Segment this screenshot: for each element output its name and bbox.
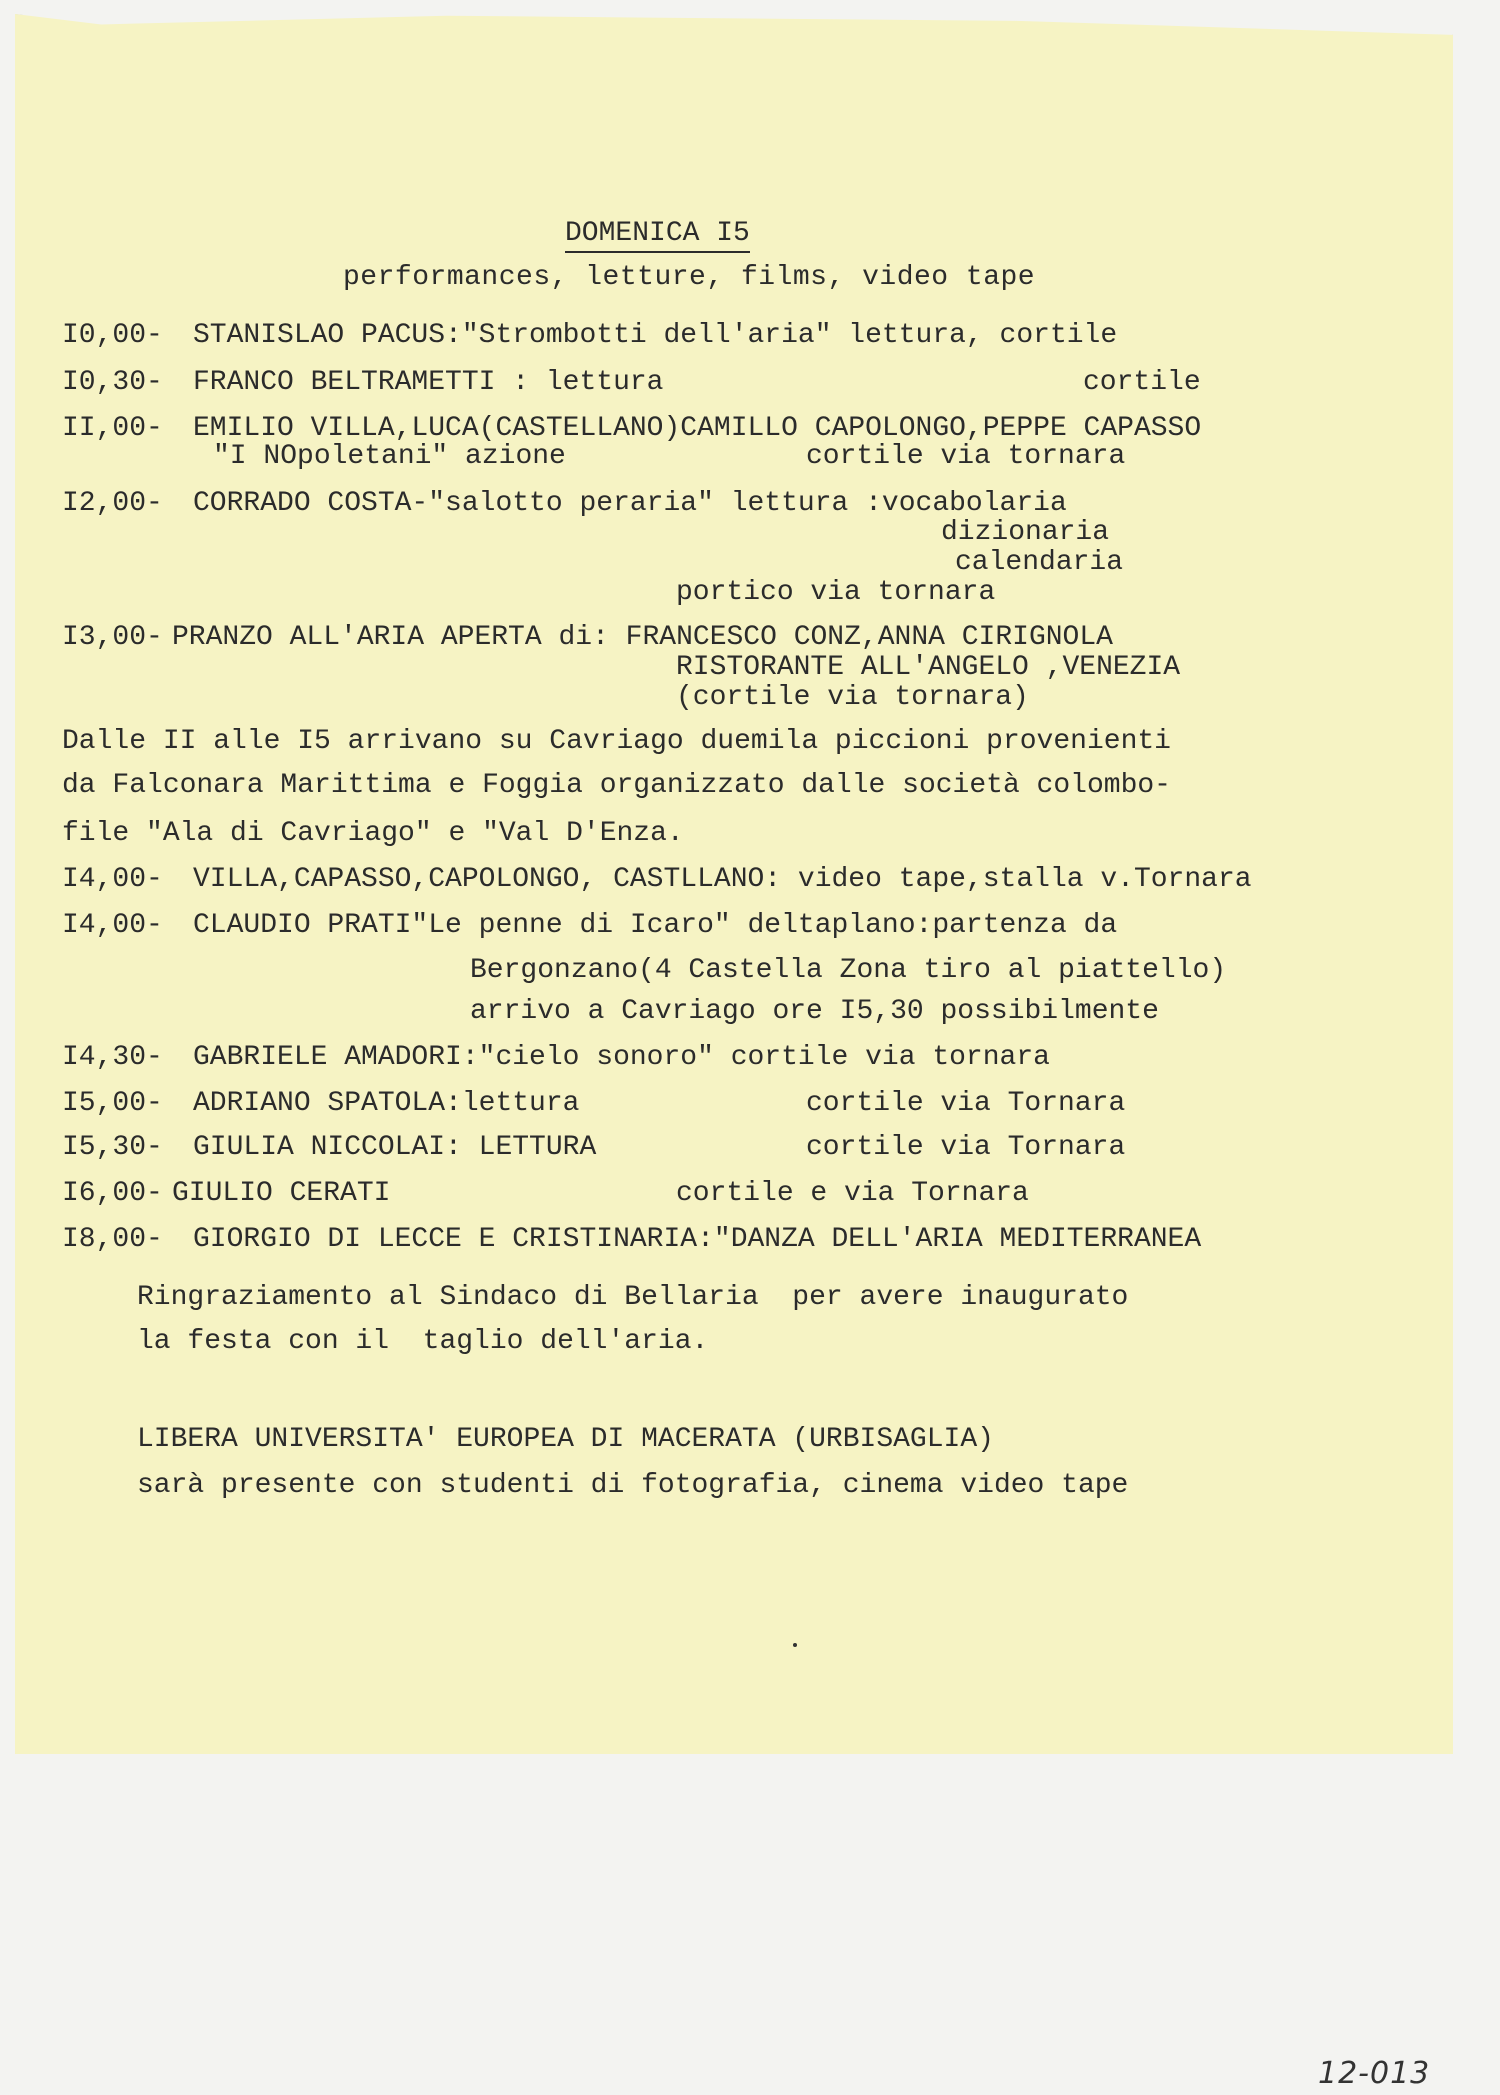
schedule-time-5: I3,00- <box>62 622 163 653</box>
schedule-text-6: VILLA,CAPASSO,CAPOLONGO, CASTLLANO: video tape,stalla v.Tornara <box>193 864 1252 895</box>
schedule-time-3: II,00- <box>62 413 163 444</box>
schedule-text-5b: RISTORANTE ALL'ANGELO ,VENEZIA <box>676 652 1181 683</box>
schedule-text-2: FRANCO BELTRAMETTI : lettura <box>193 367 664 398</box>
schedule-time-11: I6,00- <box>62 1178 163 1209</box>
thanks-line-1: Ringraziamento al Sindaco di Bellaria per avere inaugurato <box>137 1282 1129 1313</box>
page-subtitle: performances, letture, films, video tape <box>343 262 1036 293</box>
schedule-time-4: I2,00- <box>62 488 163 519</box>
page-title: DOMENICA I5 <box>565 218 750 253</box>
schedule-time-7: I4,00- <box>62 910 163 941</box>
schedule-text-7c: arrivo a Cavriago ore I5,30 possibilmente <box>470 996 1159 1027</box>
schedule-place-9: cortile via Tornara <box>806 1088 1126 1119</box>
schedule-place-3: cortile via tornara <box>806 441 1126 472</box>
schedule-time-2: I0,30- <box>62 367 163 398</box>
schedule-text-5: PRANZO ALL'ARIA APERTA di: FRANCESCO CONZ,ANNA CIRIGNOLA <box>172 622 1113 653</box>
schedule-text-4b: dizionaria <box>941 517 1110 548</box>
ink-speck <box>793 1643 797 1647</box>
schedule-time-8: I4,30- <box>62 1042 163 1073</box>
schedule-place-4: portico via tornara <box>676 577 996 608</box>
schedule-time-12: I8,00- <box>62 1224 163 1255</box>
schedule-text-7: CLAUDIO PRATI"Le penne di Icaro" deltaplano:partenza da <box>193 910 1118 941</box>
schedule-text-3: EMILIO VILLA,LUCA(CASTELLANO)CAMILLO CAPOLONGO,PEPPE CAPASSO <box>193 413 1202 444</box>
catalog-number: 12-013 <box>1318 2056 1431 2091</box>
schedule-text-3b: "I NOpoletani" azione <box>213 441 566 472</box>
schedule-text-11: GIULIO CERATI <box>172 1178 391 1209</box>
schedule-text-1: STANISLAO PACUS:"Strombotti dell'aria" lettura, cortile <box>193 320 1118 351</box>
pigeons-line-1: Dalle II alle I5 arrivano su Cavriago duemila piccioni provenienti <box>62 726 1171 757</box>
schedule-time-9: I5,00- <box>62 1088 163 1119</box>
thanks-line-2: la festa con il taglio dell'aria. <box>137 1326 709 1357</box>
schedule-place-2: cortile <box>1083 367 1201 398</box>
schedule-text-8: GABRIELE AMADORI:"cielo sonoro" cortile via tornara <box>193 1042 1050 1073</box>
schedule-text-9: ADRIANO SPATOLA:lettura <box>193 1088 580 1119</box>
pigeons-line-2: da Falconara Marittima e Foggia organizzato dalle società colombo- <box>62 770 1171 801</box>
schedule-text-4: CORRADO COSTA-"salotto peraria" lettura :vocabolaria <box>193 488 1067 519</box>
pigeons-line-3: file "Ala di Cavriago" e "Val D'Enza. <box>62 818 684 849</box>
schedule-text-4c: calendaria <box>955 547 1124 578</box>
schedule-text-7b: Bergonzano(4 Castella Zona tiro al piattello) <box>470 955 1227 986</box>
schedule-time-6: I4,00- <box>62 864 163 895</box>
schedule-text-10: GIULIA NICCOLAI: LETTURA <box>193 1132 597 1163</box>
schedule-time-10: I5,30- <box>62 1132 163 1163</box>
schedule-text-12: GIORGIO DI LECCE E CRISTINARIA:"DANZA DELL'ARIA MEDITERRANEA <box>193 1224 1202 1255</box>
university-line-2: sarà presente con studenti di fotografia, cinema video tape <box>137 1470 1129 1501</box>
schedule-place-11: cortile e via Tornara <box>676 1178 1029 1209</box>
schedule-place-10: cortile via Tornara <box>806 1132 1126 1163</box>
schedule-text-5c: (cortile via tornara) <box>676 682 1029 713</box>
university-line-1: LIBERA UNIVERSITA' EUROPEA DI MACERATA (URBISAGLIA) <box>137 1424 994 1455</box>
schedule-time-1: I0,00- <box>62 320 163 351</box>
